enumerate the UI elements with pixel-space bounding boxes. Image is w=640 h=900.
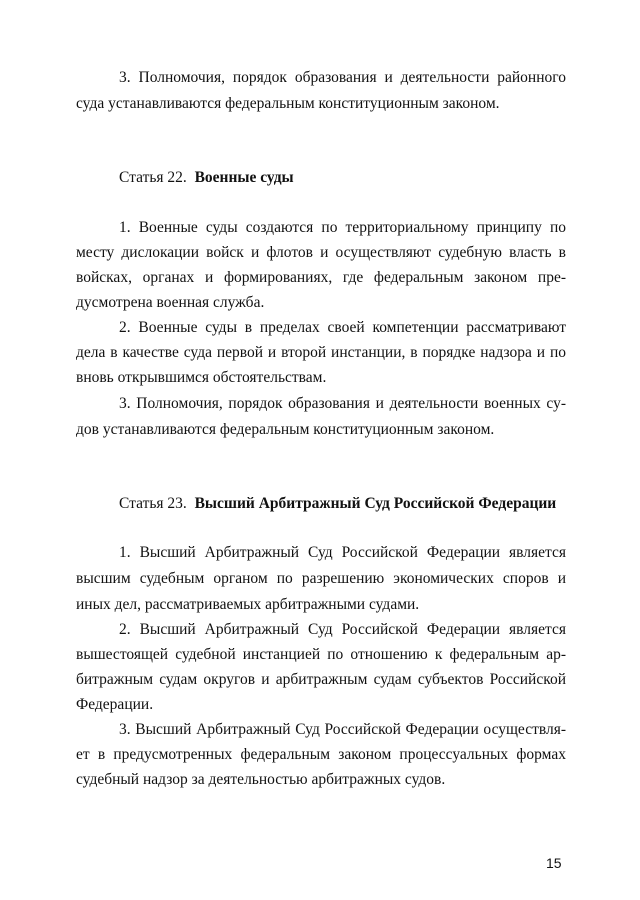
article-prefix: Статья 23. [119, 495, 187, 512]
article-23-heading [119, 496, 556, 512]
paragraph-line: 3. Высший Арбитражный Суд Российской Федерации осуществля- [119, 721, 566, 738]
article-title: Военные суды [194, 169, 294, 186]
article-title: Высший Арбитражный Суд Российской Федерации [194, 495, 557, 512]
article-22-heading [119, 170, 294, 186]
paragraph-line: судебный надзор за деятельностью арбитражных судов. [76, 771, 446, 788]
paragraph-line: войсках, органах и формированиях, где федеральным законом пре- [76, 269, 566, 286]
paragraph-line: дов устанавливаются федеральным конституционным законом. [76, 421, 495, 438]
paragraph-line: 3. Полномочия, порядок образования и деятельности районного [119, 69, 566, 86]
paragraph-line: 1. Высший Арбитражный Суд Российской Федерации является [119, 544, 566, 561]
paragraph-line: дела в качестве суда первой и второй инстанции, в порядке надзора и по [76, 344, 566, 361]
paragraph-line: Федерации. [76, 696, 154, 713]
page-number: 15 [546, 855, 562, 871]
article-prefix: Статья 22. [119, 169, 187, 186]
paragraph-line: 2. Военные суды в пределах своей компетенции рассматривают [119, 319, 566, 336]
paragraph-line: 2. Высший Арбитражный Суд Российской Федерации является [119, 621, 566, 638]
paragraph-line: иных дел, рассматриваемых арбитражными судами. [76, 596, 420, 613]
paragraph-line: суда устанавливаются федеральным конституционным законом. [76, 95, 500, 112]
paragraph-line: дусмотрена военная служба. [76, 294, 265, 311]
paragraph-line: высшим судебным органом по разрешению экономических споров и [76, 570, 566, 587]
paragraph-line: вышестоящей судебной инстанцией по отношению к федеральным ар- [76, 646, 566, 663]
paragraph-line: 1. Военные суды создаются по территориальному принципу по [119, 219, 566, 236]
paragraph-line: битражным судам округов и арбитражным судам субъектов Российской [76, 671, 566, 688]
paragraph-line: 3. Полномочия, порядок образования и деятельности военных су- [119, 395, 566, 412]
paragraph-line: месту дислокации войск и флотов и осуществляют судебную власть в [76, 244, 566, 261]
paragraph-line: ет в предусмотренных федеральным законом процессуальных формах [76, 746, 566, 763]
paragraph-line: вновь открывшимся обстоятельствам. [76, 369, 327, 386]
